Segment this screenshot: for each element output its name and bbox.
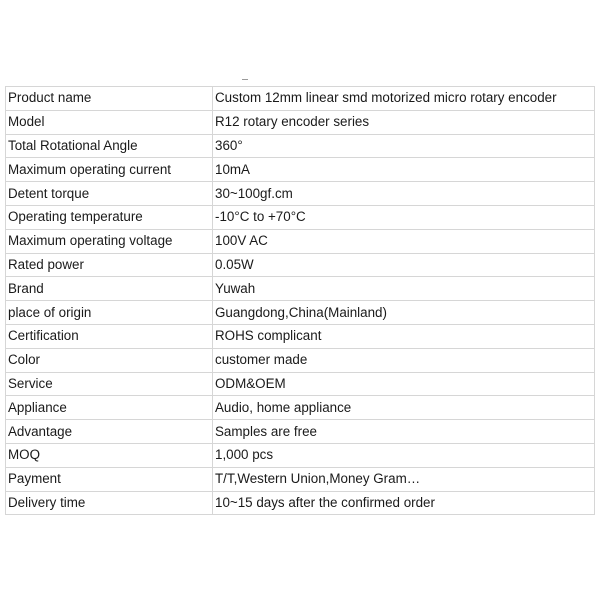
table-row — [6, 229, 595, 253]
table-row — [6, 205, 595, 229]
spec-value: R12 rotary encoder series — [213, 110, 595, 134]
spec-label: Brand — [6, 277, 213, 301]
table-row — [6, 277, 595, 301]
spec-label: Payment — [6, 467, 213, 491]
spec-label: Certification — [6, 324, 213, 348]
spec-label: Color — [6, 348, 213, 372]
table-row — [6, 443, 595, 467]
spec-value: -10°C to +70°C — [213, 205, 595, 229]
spec-label: place of origin — [6, 301, 213, 325]
table-row — [6, 253, 595, 277]
table-row — [6, 182, 595, 206]
spec-label: Appliance — [6, 396, 213, 420]
spec-value: 1,000 pcs — [213, 443, 595, 467]
spec-label: Model — [6, 110, 213, 134]
spec-label: Operating temperature — [6, 205, 213, 229]
table-row — [6, 301, 595, 325]
spec-value: ROHS complicant — [213, 324, 595, 348]
table-row — [6, 110, 595, 134]
spec-value: 30~100gf.cm — [213, 182, 595, 206]
separator-mark — [242, 79, 248, 80]
spec-label: Service — [6, 372, 213, 396]
table-row — [6, 420, 595, 444]
product-spec-table — [5, 86, 595, 515]
spec-value: Audio, home appliance — [213, 396, 595, 420]
table-row — [6, 348, 595, 372]
spec-value: 10mA — [213, 158, 595, 182]
spec-label: Detent torque — [6, 182, 213, 206]
spec-label: Maximum operating current — [6, 158, 213, 182]
spec-label: Advantage — [6, 420, 213, 444]
spec-value: 0.05W — [213, 253, 595, 277]
spec-value: 360° — [213, 134, 595, 158]
spec-label: Maximum operating voltage — [6, 229, 213, 253]
spec-value: T/T,Western Union,Money Gram… — [213, 467, 595, 491]
spec-label: Delivery time — [6, 491, 213, 515]
table-row — [6, 372, 595, 396]
spec-label: Total Rotational Angle — [6, 134, 213, 158]
table-row — [6, 134, 595, 158]
spec-value: Guangdong,China(Mainland) — [213, 301, 595, 325]
table-row — [6, 467, 595, 491]
table-row — [6, 158, 595, 182]
spec-value: customer made — [213, 348, 595, 372]
spec-value: Samples are free — [213, 420, 595, 444]
spec-value: 10~15 days after the confirmed order — [213, 491, 595, 515]
table-row — [6, 87, 595, 111]
table-row — [6, 491, 595, 515]
table-row — [6, 324, 595, 348]
spec-label: MOQ — [6, 443, 213, 467]
table-row — [6, 396, 595, 420]
spec-label: Rated power — [6, 253, 213, 277]
spec-value: Custom 12mm linear smd motorized micro rotary encoder — [213, 87, 595, 111]
spec-value: Yuwah — [213, 277, 595, 301]
spec-value: ODM&OEM — [213, 372, 595, 396]
spec-value: 100V AC — [213, 229, 595, 253]
spec-label: Product name — [6, 87, 213, 111]
